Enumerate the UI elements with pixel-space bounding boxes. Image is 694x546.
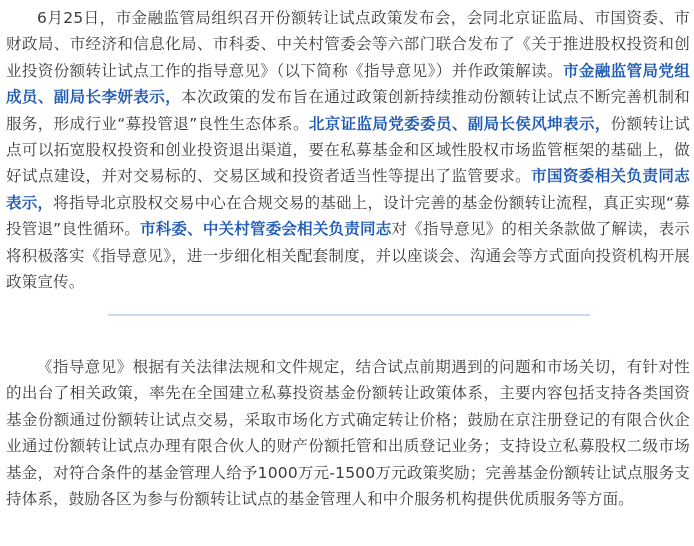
paragraph-text: 份额转让试点可以拓宽股权投资和创业投资退出渠道，要在私募基金和区域性股权市场监管框架的基础上，做好试点建设，并对交易标的、交易区域和投资者适当性等提出了监管要求。 <box>6 114 690 186</box>
paragraph-text: 本次政策的发布旨在通过政策创新持续推动份额转让试点不断完善机制和服务，形成行业“募投管退”良性生态体系。 <box>6 88 690 133</box>
article-body-second <box>6 354 690 512</box>
section-divider <box>108 314 590 316</box>
paragraph-text: 6月25日，市金融监管局组织召开份额转让试点政策发布会，会同北京证监局、市国资委、市财政局、市经济和信息化局、市科委、中关村管委会等六部门联合发布了《关于推进股权投资和创业投资份额转让试点工作的指导意见》（以下简称《指导意见》）并作政策解读。 <box>6 9 690 80</box>
paragraph-text: 对《指导意见》的相关条款做了解读，表示将积极落实《指导意见》，进一步细化相关配套制度，并以座谈会、沟通会等方式面向投资机构开展政策宣传。 <box>6 220 690 292</box>
speaker-science-commission: 市科委、中关村管委会相关负责同志 <box>139 220 392 239</box>
speaker-finance-bureau: 市金融监管局党组成员、副局长李妍表示， <box>6 61 690 107</box>
speaker-csrc-beijing: 北京证监局党委委员、副局长侯风坤表示， <box>308 114 611 133</box>
article-body <box>6 0 690 295</box>
speaker-sasac: 市国资委相关负责同志表示， <box>6 167 690 212</box>
paragraph-text: 将指导北京股权交易中心在合规交易的基础上，设计完善的基金份额转让流程，真正实现“募投管退”良性循环。 <box>6 193 690 239</box>
paragraph-policy-release <box>6 0 690 295</box>
paragraph-guidance-content: 《指导意见》根据有关法律法规和文件规定，结合试点前期遇到的问题和市场关切，有针对性的出台了相关政策，率先在全国建立私募投资基金份额转让政策体系，主要内容包括支持各类国资基金份额通过份额转让试点交易，采取市场化方式确定转让价格；鼓励在京注册登记的有限合伙企业通过份额转让试点办理有限合伙人的财产份额托管和出质登记业务；支持设立私募股权二级市场基金，对符合条件的基金管理人给予1000万元-1500万元政策奖励；完善基金份额转让试点服务支持体系，鼓励各区为参与份额转让试点的基金管理人和中介服务机构提供优质服务等方面。 <box>6 358 690 509</box>
